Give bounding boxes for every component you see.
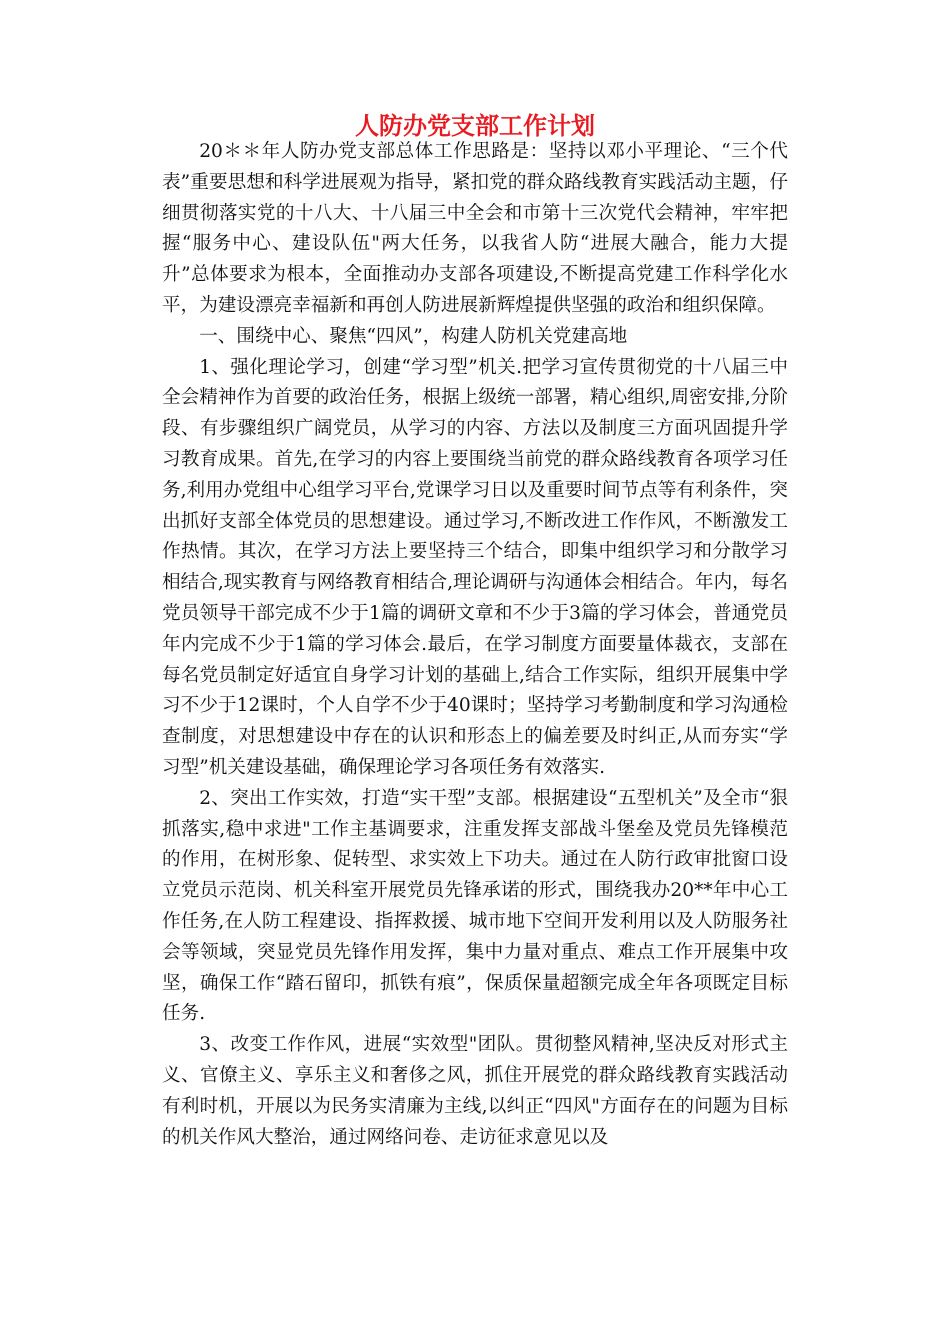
document-body — [162, 137, 788, 1153]
paragraph-item-1: 1、强化理论学习，创建“学习型”机关.把学习宣传贯彻党的十八届三中全会精神作为首要的政治任务，根据上级统一部署，精心组织,周密安排,分阶段、有步骤组织广阔党员，从学习的内容、方法以及制度三方面巩固提升学习教育成果。首先,在学习的内容上要围绕当前党的群众路线教育各项学习任务,利用办党组中心组学习平台,党课学习日以及重要时间节点等有利条件，突出抓好支部全体党员的思想建设。通过学习,不断改进工作作风，不断激发工作热情。其次，在学习方法上要坚持三个结合，即集中组织学习和分散学习相结合,现实教育与网络教育相结合,理论调研与沟通体会相结合。年内，每名党员领导干部完成不少于1篇的调研文章和不少于3篇的学习体会，普通党员年内完成不少于1篇的学习体会.最后，在学习制度方面要量体裁衣，支部在每名党员制定好适宜自身学习计划的基础上,结合工作实际，组织开展集中学习不少于12课时，个人自学不少于40课时；坚持学习考勤制度和学习沟通检查制度，对思想建设中存在的认识和形态上的偏差要及时纠正,从而夯实“学习型”机关建设基础，确保理论学习各项任务有效落实. — [162, 356, 788, 778]
paragraph-item-2: 2、突出工作实效，打造“实干型”支部。根据建设“五型机关”及全市“狠抓落实,稳中求进"工作主基调要求，注重发挥支部战斗堡垒及党员先锋模范的作用，在树形象、促转型、求实效上下功夫。通过在人防行政审批窗口设立党员示范岗、机关科室开展党员先锋承诺的形式，围绕我办20**年中心工作任务,在人防工程建设、指挥救援、城市地下空间开发利用以及人防服务社会等领域，突显党员先锋作用发挥，集中力量对重点、难点工作开展集中攻坚，确保工作“踏石留印，抓铁有痕”，保质保量超额完成全年各项既定目标任务. — [162, 787, 788, 1025]
paragraph-overview: 20＊＊年人防办党支部总体工作思路是：坚持以邓小平理论、“三个代表”重要思想和科学进展观为指导，紧扣党的群众路线教育实践活动主题，仔细贯彻落实党的十八大、十八届三中全会和市第十三次党代会精神，牢牢把握“服务中心、建设队伍"两大任务，以我省人防“进展大融合，能力大提升”总体要求为根本，全面推动办支部各项建设,不断提高党建工作科学化水平，为建设漂亮幸福新和再创人防进展新辉煌提供坚强的政治和组织保障。 — [162, 141, 788, 316]
section-heading-1: 一、围绕中心、聚焦“四风”，构建人防机关党建高地 — [199, 325, 628, 347]
document-title: 人防办党支部工作计划 — [355, 111, 595, 140]
paragraph-item-3: 3、改变工作作风，进展“实效型"团队。贯彻整风精神,坚决反对形式主义、官僚主义、享乐主义和奢侈之风，抓住开展党的群众路线教育实践活动有利时机，开展以为民务实清廉为主线,以纠正“四风"方面存在的问题为目标的机关作风大整治，通过网络问卷、走访征求意见以及 — [162, 1034, 788, 1148]
